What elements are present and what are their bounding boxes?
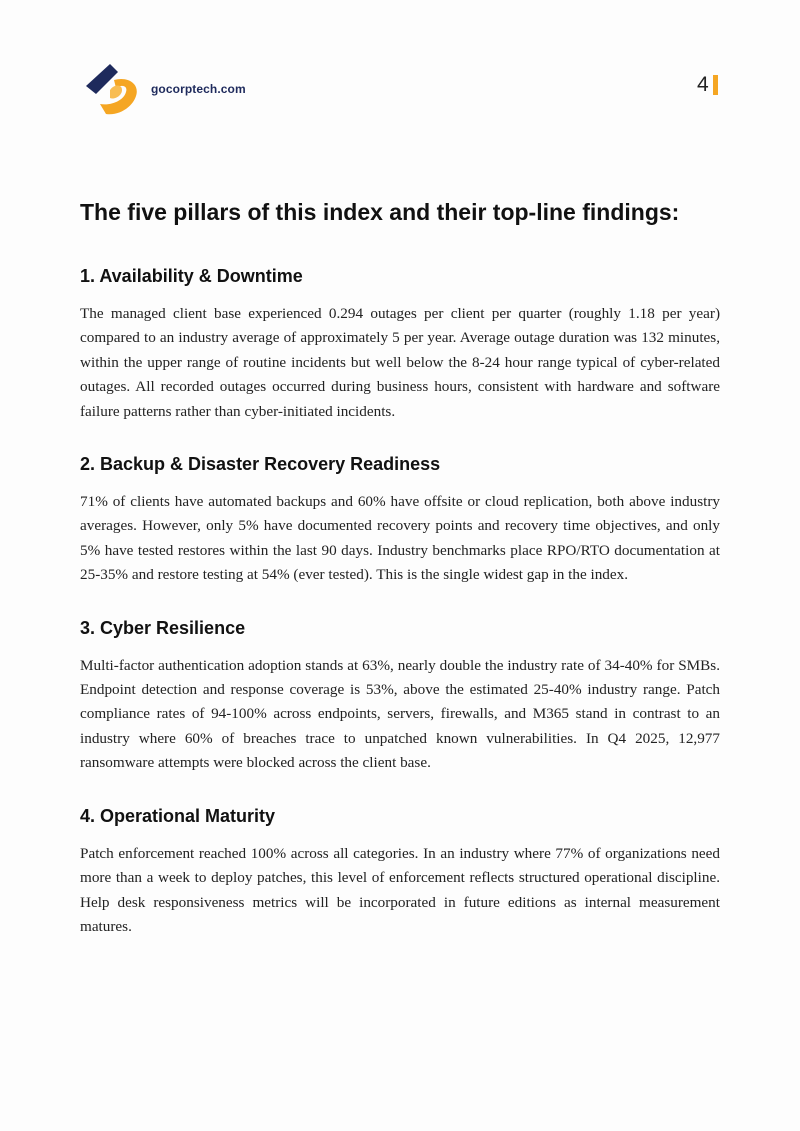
section-heading: 3. Cyber Resilience bbox=[80, 617, 246, 638]
page-number-accent-bar bbox=[713, 75, 718, 95]
gocorptech-logo-icon bbox=[84, 62, 144, 118]
page-title: The five pillars of this index and their top-line findings: bbox=[80, 199, 680, 225]
page-number: 4 bbox=[697, 73, 709, 96]
section-backup-recovery bbox=[80, 451, 720, 588]
section-body: The managed client base experienced 0.294 outages per client per quarter (roughly 1.18 per year) compared to an industry average of approximately 5 per year. Average outage duration was 132 minutes, within the upper range of routine incidents but well below the 8-24 hour range typical of cyber-related outages. All recorded outages occurred during business hours, consistent with hardware and software failure patterns rather than cyber-initiated incidents. bbox=[80, 305, 720, 420]
section-cyber-resilience bbox=[80, 615, 720, 776]
section-operational-maturity bbox=[80, 803, 720, 940]
section-heading: 2. Backup & Disaster Recovery Readiness bbox=[80, 454, 441, 475]
document-content bbox=[80, 195, 720, 966]
section-heading: 4. Operational Maturity bbox=[80, 805, 276, 826]
section-heading: 1. Availability & Downtime bbox=[80, 266, 303, 286]
section-body: 71% of clients have automated backups and 60% have offsite or cloud replication, both above industry averages. However, only 5% have documented recovery points and recovery time objectives, and only 5% have tested restores within the last 90 days. Industry benchmarks place RPO/RTO documentation at 25-35% and restore testing at 54% (ever tested). This is the single widest gap in the index. bbox=[80, 493, 720, 584]
section-body: Patch enforcement reached 100% across all categories. In an industry where 77% of organizations need more than a week to deploy patches, this level of enforcement reflects structured operational discipline. Help desk responsiveness metrics will be incorporated in future editions as internal measurement matures. bbox=[80, 844, 720, 935]
section-availability bbox=[80, 263, 720, 424]
section-body: Multi-factor authentication adoption stands at 63%, nearly double the industry rate of 34-40% for SMBs. Endpoint detection and response coverage is 53%, above the estimated 25-40% industry range. Patch compliance rates of 94-100% across endpoints, servers, firewalls, and M365 stand in contrast to an industry where 60% of breaches trace to unpatched known vulnerabilities. In Q4 2025, 12,977 ransomware attempts were blocked across the client base. bbox=[80, 656, 720, 772]
brand-name: gocorptech.com bbox=[151, 82, 246, 96]
